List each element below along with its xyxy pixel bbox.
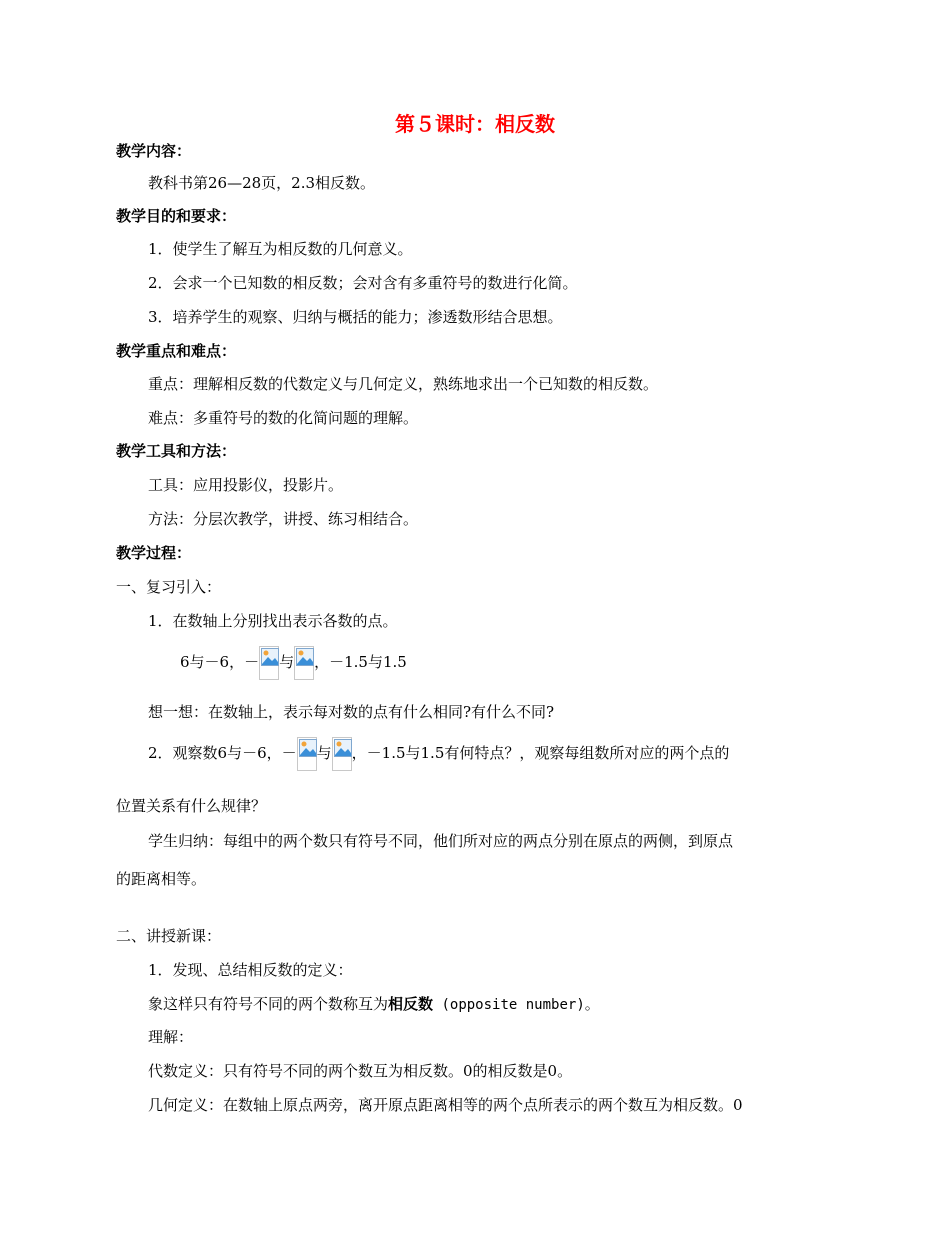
part-heading-new-lesson: 二、讲授新课：: [116, 927, 222, 945]
section-heading-content: 教学内容：: [116, 142, 192, 160]
paragraph: 1．使学生了解互为相反数的几何意义。: [148, 240, 413, 258]
paragraph: 2．会求一个已知数的相反数；会对含有多重符号的数进行化简。: [148, 274, 578, 292]
paragraph: 想一想：在数轴上，表示每对数的点有什么相同?有什么不同?: [148, 703, 555, 721]
broken-image-icon: [297, 737, 317, 771]
page-title: 第５课时：相反数: [395, 112, 555, 136]
section-heading-tools: 教学工具和方法：: [116, 442, 237, 460]
paragraph: 难点：多重符号的数的化简问题的理解。: [148, 409, 419, 427]
broken-image-icon: [259, 646, 279, 680]
paragraph-continuation: 的距离相等。: [116, 870, 207, 888]
paragraph: 方法：分层次教学，讲授、练习相结合。: [148, 510, 419, 528]
paragraph: 几何定义：在数轴上原点两旁，离开原点距离相等的两个点所表示的两个数互为相反数。0: [148, 1096, 743, 1114]
observe-line: 2．观察数6与－6，－ 与 ，－1.5与1.5有何特点？，观察每组数所对应的两个点的: [148, 743, 729, 771]
paragraph-continuation: 位置关系有什么规律？: [116, 797, 267, 815]
paragraph: 理解：: [148, 1028, 194, 1046]
section-heading-focus: 教学重点和难点：: [116, 342, 237, 360]
paragraph: 3．培养学生的观察、归纳与概括的能力；渗透数形结合思想。: [148, 308, 563, 326]
paragraph: 重点：理解相反数的代数定义与几何定义，熟练地求出一个已知数的相反数。: [148, 375, 659, 393]
broken-image-icon: [294, 646, 314, 680]
paragraph: 代数定义：只有符号不同的两个数互为相反数。0的相反数是0。: [148, 1062, 573, 1080]
paragraph: 1．发现、总结相反数的定义：: [148, 961, 353, 979]
paragraph: 1．在数轴上分别找出表示各数的点。: [148, 612, 398, 630]
paragraph: 工具：应用投影仪，投影片。: [148, 476, 344, 494]
section-heading-process: 教学过程：: [116, 544, 192, 562]
definition-line: 象这样只有符号不同的两个数称互为相反数 (opposite number)。: [148, 995, 600, 1013]
broken-image-icon: [332, 737, 352, 771]
paragraph: 学生归纳：每组中的两个数只有符号不同，他们所对应的两点分别在原点的两侧，到原点: [148, 832, 734, 850]
term-highlight: 相反数: [388, 995, 434, 1013]
number-pairs-line: 6与－6，－ 与 ，－1.5与1.5: [180, 652, 407, 680]
part-heading-review: 一、复习引入：: [116, 578, 222, 596]
section-heading-goals: 教学目的和要求：: [116, 207, 237, 225]
paragraph: 教科书第26—28页，2.3相反数。: [148, 174, 376, 192]
